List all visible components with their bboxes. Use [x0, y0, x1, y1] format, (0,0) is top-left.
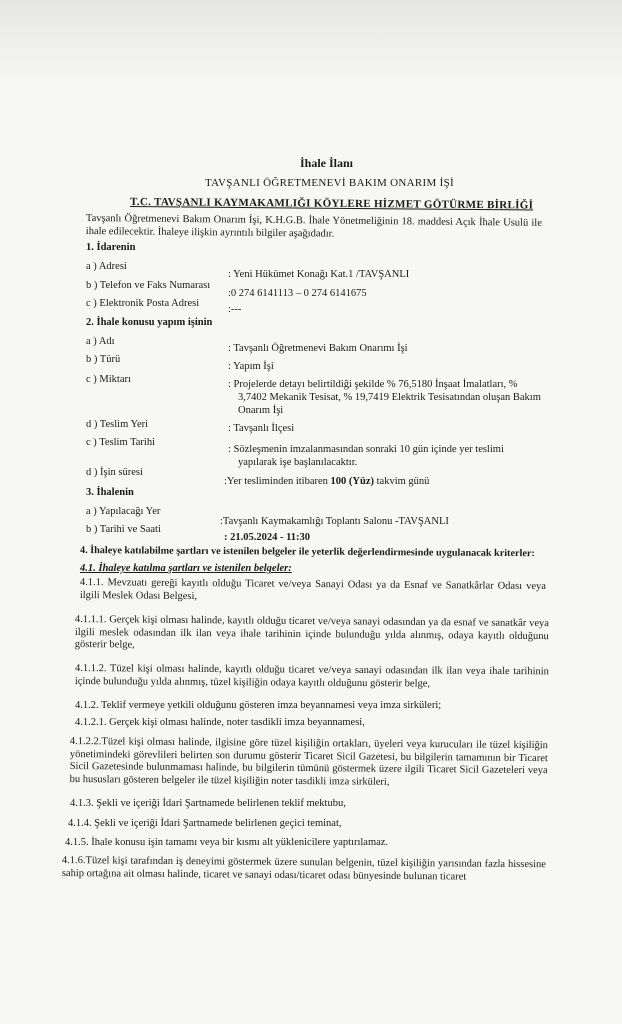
- duration-label: d ) İşin süresi: [86, 467, 143, 478]
- para-4-1-1-2: 4.1.1.2. Tüzel kişi olması halinde, kayıtlı olduğu ticaret ve/veya sanayi odasından ilk ilan veya ihale tarihinin içinde bulunduğu yılda alınmış, tüzel kişiliğin odaya kayıtlı olduğunu gösterir belge,: [74, 663, 549, 689]
- duration-value: [224, 475, 429, 488]
- para-4-1-1-1: 4.1.1.1. Gerçek kişi olması halinde, kayıtlı olduğu ticaret ve/veya sanayi odasından ya da esnaf ve sanatkâr veya ilgili meslek odasından ilk ilan veya ihale tarihinin içinde bulunduğu yılda alınmış, odaya kayıtlı olduğunu gösterir belge,: [74, 614, 549, 651]
- address-label: a ) Adresi: [86, 261, 127, 272]
- place-value: : Tavşanlı İlçesi: [228, 423, 295, 434]
- para-4-1-2-2: 4.1.2.2.Tüzel kişi olması halinde, ilgisine göre tüzel kişiliğin ortakları, üyeleri veya kurucuları ile tüzel kişiliğin yönetimindeki görevlileri belirten son durumu gösterir Ticaret Sicil Gazetesi, bu bilgilerin tamamının bir Ticaret Sicil Gazetesinde bulunmaması halinde, bu bilgilerin tümünü göstermek üzere ilgili Ticaret Sicil Gazeteleri veya bu hususları gösteren belgeler ile tüzel kişiliğin noter tasdikli imza sirküleri,: [69, 736, 548, 788]
- intro-paragraph: Tavşanlı Öğretmenevi Bakım Onarım İşi, K.H.G.B. İhale Yönetmeliğinin 18. maddesi Açık İhale Usulü ile ihale edilecektir. İhaleye ilişkin ayrıntılı bilgiler aşağıdadır.: [85, 213, 542, 240]
- section-2-heading: 2. İhale konusu yapım işinin: [86, 317, 213, 328]
- datetime-value: : 21.05.2024 - 11:30: [224, 532, 311, 543]
- para-4-1-2: 4.1.2. Teklif vermeye yetkili olduğunu gösteren imza beyannamesi veya imza sirküleri;: [75, 700, 442, 711]
- phone-value: :0 274 6141113 – 0 274 6141675: [228, 288, 367, 299]
- phone-label: b ) Telefon ve Faks Numarası: [86, 280, 211, 291]
- para-4-1-1: 4.1.1. Mevzuatı gereği kayıtlı olduğu Ticaret ve/veya Sanayi Odası ya da Esnaf ve Sanatkârlar Odası veya ilgili Meslek Odası Belgesi,: [79, 577, 546, 602]
- place-label: d ) Teslim Yeri: [86, 419, 149, 430]
- para-4-1-3: 4.1.3. Şekli ve içeriği İdari Şartnamede belirlenen teklif mektubu,: [70, 798, 346, 809]
- para-4-1-6: 4.1.6.Tüzel kişi tarafından iş deneyimi göstermek üzere sunulan belgenin, tüzel kişiliğin yarısından fazla hissesine sahip ortağına ait olması halinde, ticaret ve sanayi odası/ticaret odası bünyesinde bulunan ticaret: [61, 855, 546, 883]
- location-label: a ) Yapılacağı Yer: [86, 506, 161, 517]
- address-value: : Yeni Hükümet Konağı Kat.1 /TAVŞANLI: [228, 269, 410, 280]
- datetime-label: b ) Tarihi ve Saati: [86, 524, 161, 535]
- date-value-line2: yapılarak işe başlanılacaktır.: [238, 457, 358, 468]
- qty-value-line2: 3,7402 Mekanik Tesisat, % 19,7419 Elektrik Tesisatından oluşan Bakım: [238, 392, 541, 403]
- qty-value-line1: : Projelerde detayı belirtildiği şekilde % 76,5180 İnşaat İmalatları, %: [228, 379, 518, 390]
- type-value: : Yapım İşi: [228, 361, 274, 372]
- page-title: İhale İlanı: [300, 156, 354, 170]
- section-4-1-heading: 4.1. İhaleye katılma şartları ve istenilen belgeler:: [80, 563, 292, 574]
- para-4-1-4: 4.1.4. Şekli ve içeriği İdari Şartnamede belirlenen geçici teminat,: [68, 818, 342, 829]
- union-name: T.C. TAVŞANLI KAYMAKAMLIĞI KÖYLERE HİZMET GÖTÜRME BİRLİĞİ: [129, 196, 534, 212]
- para-4-1-2-1: 4.1.2.1. Gerçek kişi olması halinde, noter tasdikli imza beyannamesi,: [75, 717, 365, 728]
- location-value: :Tavşanlı Kaymakamlığı Toplantı Salonu -TAVŞANLI: [220, 516, 449, 527]
- duration-days: 100 (Yüz): [330, 476, 374, 487]
- scan-shadow: [0, 0, 622, 88]
- name-value: : Tavşanlı Öğretmenevi Bakım Onarımı İşi: [228, 343, 408, 354]
- email-label: c ) Elektronik Posta Adresi: [86, 298, 200, 309]
- name-label: a ) Adı: [86, 336, 115, 347]
- duration-prefix: :Yer tesliminden itibaren: [224, 476, 331, 487]
- date-value-line1: : Sözleşmenin imzalanmasından sonraki 10 gün içinde yer teslimi: [228, 444, 504, 455]
- qty-label: c ) Miktarı: [86, 374, 131, 385]
- date-label: c ) Teslim Tarihi: [86, 437, 156, 448]
- email-value: :---: [228, 304, 242, 315]
- type-label: b ) Türü: [86, 354, 121, 365]
- page-subtitle: TAVŞANLI ÖĞRETMENEVİ BAKIM ONARIM İŞİ: [205, 177, 454, 189]
- section-1-heading: 1. İdarenin: [86, 242, 136, 253]
- section-3-heading: 3. İhalenin: [86, 487, 134, 498]
- qty-value-line3: Onarım İşi: [238, 405, 284, 416]
- para-4-1-5: 4.1.5. İhale konusu işin tamamı veya bir kısmı alt yüklenicilere yaptırılamaz.: [65, 837, 389, 848]
- duration-suffix: takvim günü: [374, 476, 430, 487]
- section-4-heading: 4. İhaleye katılabilme şartları ve istenilen belgeler ile yeterlik değerlendirmesinde uygulanacak kriterler:: [79, 545, 535, 560]
